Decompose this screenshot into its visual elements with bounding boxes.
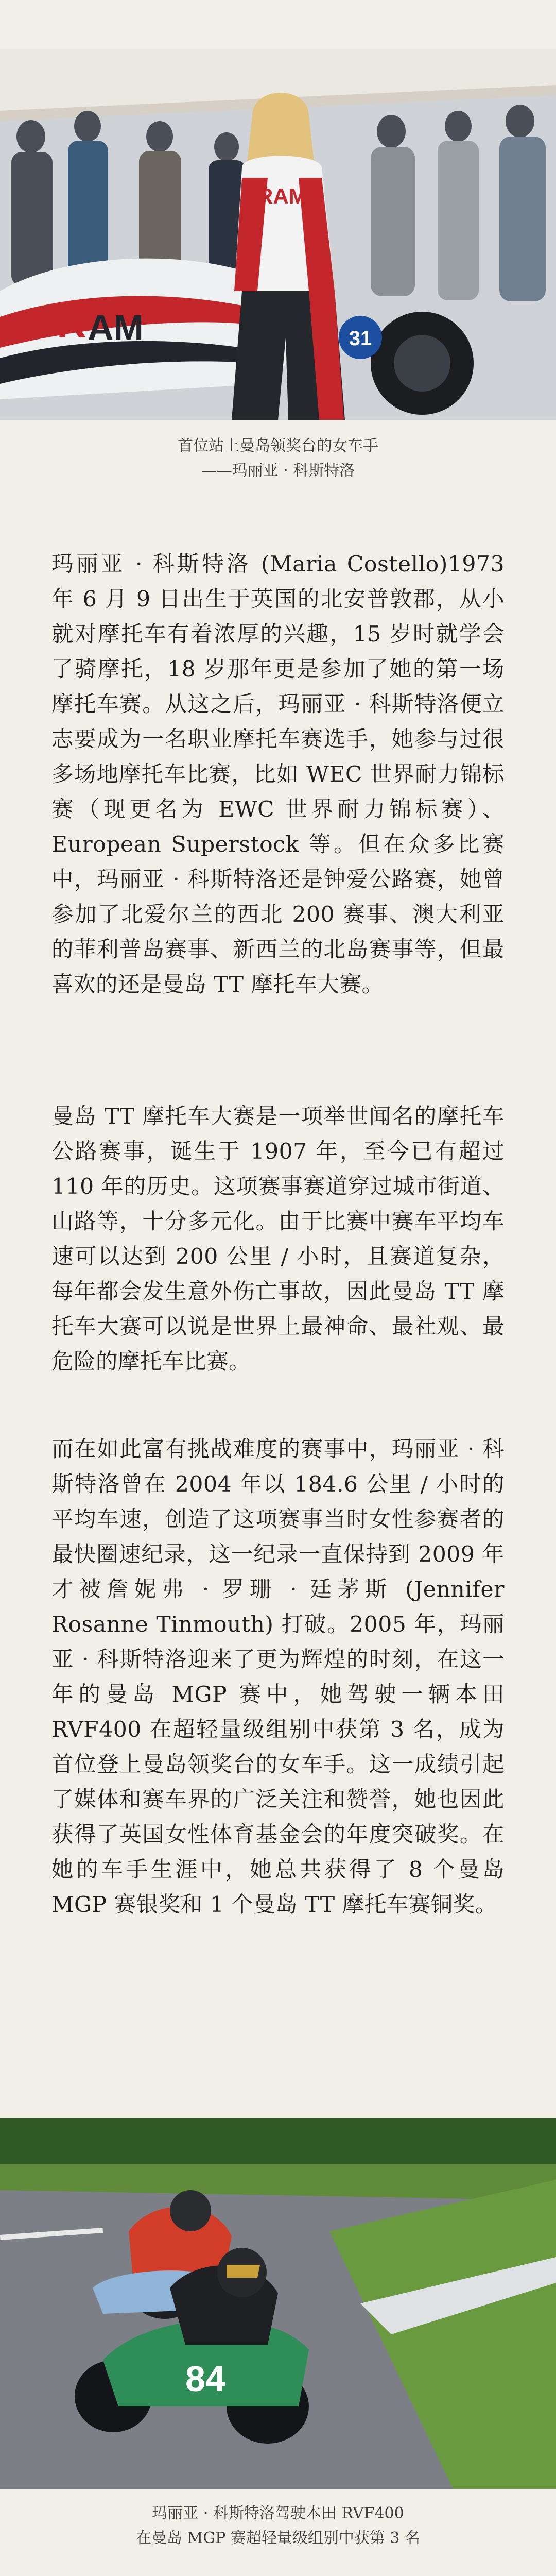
caption-line: 在曼岛 MGP 赛超轻量级组别中获第 3 名 (135, 2529, 421, 2547)
caption-line: 玛丽亚 · 科斯特洛驾驶本田 RVF400 (152, 2504, 404, 2522)
svg-text:R: R (57, 300, 86, 346)
body-paragraph: 曼岛 TT 摩托车大赛是一项举世闻名的摩托车公路赛事，诞生于 1907 年，至今已有超过 110 年的历史。这项赛事赛道穿过城市街道、山路等，十分多元化。由于比赛中赛车平均车速可以达到 200 公里 / 小时，且赛道复杂，每年都会发生意外伤亡事故，因此曼岛 TT 摩托车大赛可以说是世界上最神命、最社观、最危险的摩托车比赛。 (51, 1104, 505, 1375)
photo-caption-1 (0, 434, 556, 483)
caption-line: 首位站上曼岛领奖台的女车手 (178, 437, 378, 455)
rider-portrait-illustration (0, 49, 556, 420)
rider-portrait-photo (0, 49, 556, 420)
svg-text:RAM: RAM (257, 184, 307, 208)
svg-text:31: 31 (349, 327, 372, 350)
svg-text:84: 84 (185, 2359, 225, 2399)
svg-text:AM: AM (88, 308, 144, 348)
caption-line: ——玛丽亚 · 科斯特洛 (201, 462, 355, 480)
photo-caption-2 (0, 2501, 556, 2551)
body-paragraph: 而在如此富有挑战难度的赛事中，玛丽亚 · 科斯特洛曾在 2004 年以 184.6 公里 / 小时的平均车速，创造了这项赛事当时女性参赛者的最快圈速纪录，这一纪录一直保持到 2009 年才被詹妮弗 · 罗珊 · 廷茅斯 (Jennifer Rosanne Tinmouth) 打破。2005 年，玛丽亚 · 科斯特洛迎来了更为辉煌的时刻，在这一年的曼岛 MGP 赛中，她驾驶一辆本田 RVF400 在超轻量级组别中获第 3 名，成为首位登上曼岛领奖台的女车手。这一成绩引起了媒体和赛车界的广泛关注和赞誉，她也因此获得了英国女性体育基金会的年度突破奖。在她的车手生涯中，她总共获得了 8 个曼岛 MGP 赛银奖和 1 个曼岛 TT 摩托车赛铜奖。 (51, 1437, 505, 1918)
racing-track-photo (0, 2118, 556, 2489)
body-paragraph: 玛丽亚 · 科斯特洛 (Maria Costello)1973 年 6 月 9 日出生于英国的北安普敦郡，从小就对摩托车有着浓厚的兴趣，15 岁时就学会了骑摩托，18 岁那年更是参加了她的第一场摩托车赛。从这之后，玛丽亚 · 科斯特洛便立志要成为一名职业摩托车赛选手，她参与过很多场地摩托车比赛，比如 WEC 世界耐力锦标赛（现更名为 EWC 世界耐力锦标赛）、European Superstock 等。但在众多比赛中，玛丽亚 · 科斯特洛还是钟爱公路赛，她曾参加了北爱尔兰的西北 200 赛事、澳大利亚的菲利普岛赛事、新西兰的北岛赛事等，但最喜欢的还是曼岛 TT 摩托车大赛。 (51, 552, 505, 997)
racing-track-illustration (0, 2118, 556, 2489)
